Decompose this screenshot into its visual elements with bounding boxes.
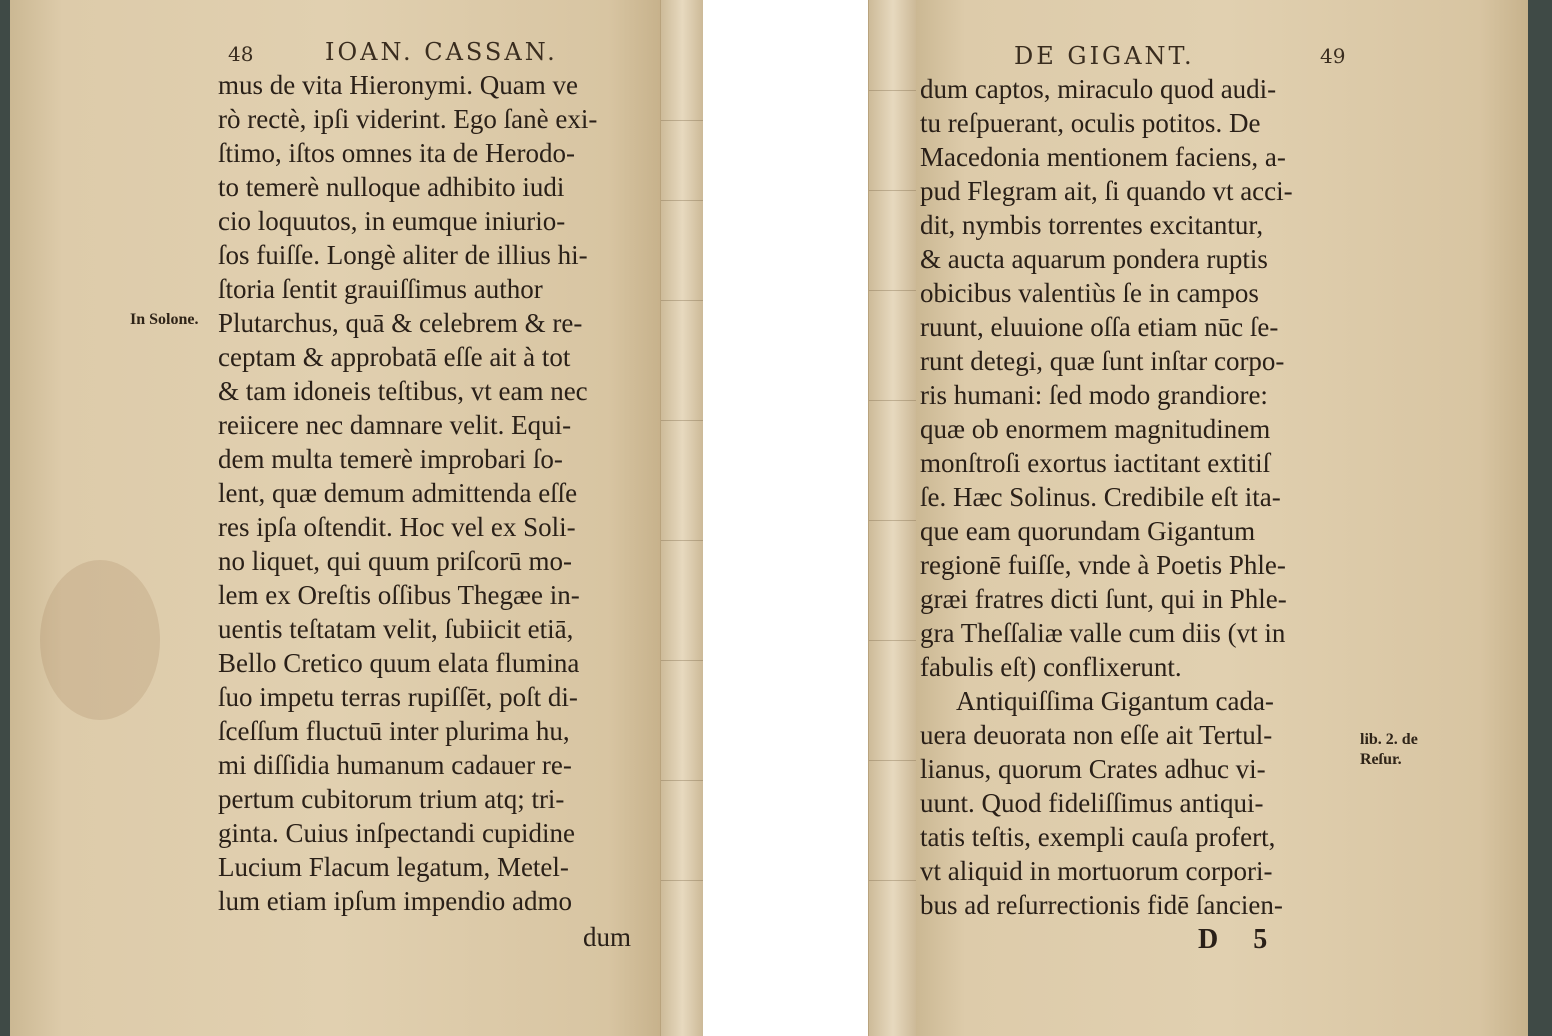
text-line: græi fratres dicti ſunt, qui in Phle- <box>920 584 1287 614</box>
text-line: ſuo impetu terras rupiſſēt, poſt di- <box>218 682 578 712</box>
text-line: & tam idoneis teſtibus, vt eam nec <box>218 376 588 406</box>
margin-note: In Solone. <box>130 311 199 328</box>
text-line: dem multa temerè improbari ſo- <box>218 444 563 474</box>
text-line: regionē fuiſſe, vnde à Poetis Phle- <box>920 550 1286 580</box>
text-line: uera deuorata non eſſe ait Tertul- <box>920 720 1273 750</box>
text-line: lent, quæ demum admittenda eſſe <box>218 478 578 508</box>
text-line: Macedonia mentionem faciens, a- <box>920 142 1286 172</box>
text-line: tu reſpuerant, oculis potitos. De <box>920 108 1261 138</box>
running-head: DE GIGANT. <box>1014 42 1195 70</box>
text-line: reiicere nec damnare velit. Equi- <box>218 410 572 440</box>
running-head: IOAN. CASSAN. <box>325 38 558 66</box>
text-line: Plutarchus, quā & celebrem & re- <box>218 308 583 338</box>
text-line: res ipſa oſtendit. Hoc vel ex Soli- <box>218 512 576 542</box>
text-line: ſtoria ſentit grauiſſimus author <box>218 274 543 304</box>
left-page <box>0 0 703 1036</box>
text-line: que eam quorundam Gigantum <box>920 516 1256 546</box>
margin-note <box>1360 730 1418 770</box>
left-cover-edge <box>0 0 10 1036</box>
text-line: to temerè nulloque adhibito iudi <box>218 172 565 202</box>
text-line: uentis teſtatam velit, ſubiicit etiā, <box>218 614 574 644</box>
text-line: Antiquiſſima Gigantum cada- <box>956 686 1274 716</box>
text-line: ceptam & approbatā eſſe ait à tot <box>218 342 571 372</box>
text-line: dit, nymbis torrentes excitantur, <box>920 210 1264 240</box>
text-line: obicibus valentiùs ſe in campos <box>920 278 1259 308</box>
signature-mark: D 5 <box>1198 924 1282 955</box>
text-line: lum etiam ipſum impendio admo <box>218 886 572 916</box>
right-text-block <box>920 72 1293 922</box>
text-line: ſtimo, iſtos omnes ita de Herodo- <box>218 138 575 168</box>
text-line: lem ex Oreſtis oſſibus Thegæe in- <box>218 580 580 610</box>
text-line: uunt. Quod fideliſſimus antiqui- <box>920 788 1264 818</box>
text-line: rò rectè, ipſi viderint. Ego ſanè exi- <box>218 104 598 134</box>
text-line: & aucta aquarum pondera ruptis <box>920 244 1268 274</box>
text-line: gra Theſſaliæ valle cum diis (vt in <box>920 618 1286 648</box>
text-line: ginta. Cuius inſpectandi cupidine <box>218 818 575 848</box>
text-line: mi diſſidia humanum cadauer re- <box>218 750 572 780</box>
text-line: monſtroſi exortus iactitant extitiſ <box>920 448 1271 478</box>
text-line: dum captos, miraculo quod audi- <box>920 74 1277 104</box>
text-line: tatis teſtis, exempli cauſa profert, <box>920 822 1276 852</box>
text-line: no liquet, qui quum priſcorū mo- <box>218 546 572 576</box>
paper-stain <box>40 560 160 720</box>
left-gutter-show-through <box>660 0 703 1036</box>
right-gutter-show-through <box>868 0 918 1036</box>
text-line: quæ ob enormem magnitudinem <box>920 414 1271 444</box>
margin-note-line: lib. 2. de <box>1360 731 1418 748</box>
text-line: vt aliquid in mortuorum corpori- <box>920 856 1273 886</box>
text-line: Lucium Flacum legatum, Metel- <box>218 852 569 882</box>
text-line: fabulis eſt) conflixerunt. <box>920 652 1182 682</box>
margin-note-line: Reſur. <box>1360 751 1402 768</box>
text-line: ris humani: ſed modo grandiore: <box>920 380 1268 410</box>
right-page <box>868 0 1552 1036</box>
text-line: ruunt, eluuione oſſa etiam nūc ſe- <box>920 312 1279 342</box>
left-text-block <box>218 68 597 918</box>
catchword: dum <box>583 922 632 952</box>
text-line: lianus, quorum Crates adhuc vi- <box>920 754 1266 784</box>
text-line: bus ad reſurrectionis fidē ſancien- <box>920 890 1283 920</box>
text-line: ſos fuiſſe. Longè aliter de illius hi- <box>218 240 588 270</box>
text-line: ſe. Hæc Solinus. Credibile eſt ita- <box>920 482 1281 512</box>
text-line: ſceſſum fluctuū inter plurima hu, <box>218 716 570 746</box>
right-cover-edge <box>1528 0 1552 1036</box>
text-line: cio loquutos, in eumque iniurio- <box>218 206 566 236</box>
text-line: pertum cubitorum trium atq; tri- <box>218 784 565 814</box>
page-number: 48 <box>228 42 254 66</box>
page-number: 49 <box>1320 44 1346 68</box>
text-line: mus de vita Hieronymi. Quam ve <box>218 70 578 100</box>
text-line: Bello Cretico quum elata flumina <box>218 648 580 678</box>
text-line: runt detegi, quæ ſunt inſtar corpo- <box>920 346 1285 376</box>
text-line: pud Flegram ait, ſi quando vt acci- <box>920 176 1293 206</box>
